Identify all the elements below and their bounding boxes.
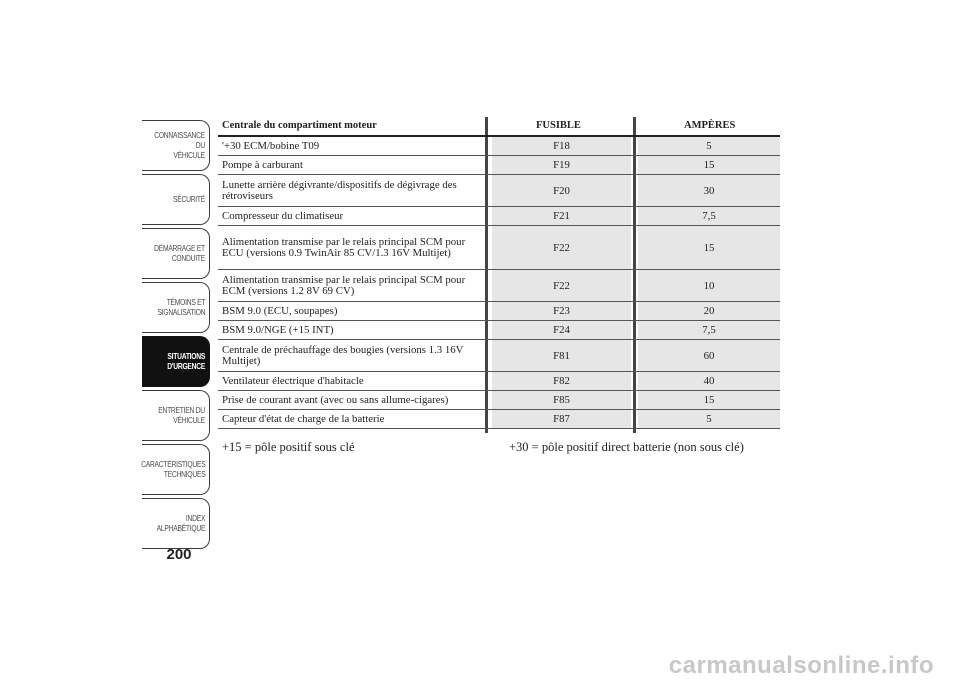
table-row (218, 156, 780, 175)
row-amperes: 20 (638, 302, 780, 320)
row-amperes: 15 (638, 226, 780, 269)
row-description: Compresseur du climatiseur (222, 209, 344, 222)
tab-entretien-du-vehicule[interactable] (142, 390, 210, 441)
header-description: Centrale du compartiment moteur (222, 120, 377, 131)
row-fuse: F82 (492, 372, 631, 390)
row-description: BSM 9.0 (ECU, soupapes) (222, 304, 338, 317)
table-row (218, 391, 780, 410)
tab-label: ENTRETIEN DU VÉHICULE (158, 405, 205, 425)
row-amperes: 60 (638, 340, 780, 371)
note-plus30: +30 = pôle positif direct batterie (non sous clé) (509, 440, 744, 454)
tab-label: DÉMARRAGE ET CONDUITE (154, 243, 205, 263)
table-header (218, 117, 780, 137)
row-description: Centrale de préchauffage des bougies (versions 1.3 16V Multijet) (222, 343, 464, 367)
table-row (218, 137, 780, 156)
row-fuse: F21 (492, 207, 631, 225)
tab-situations-d-urgence[interactable] (142, 336, 210, 387)
tab-securite[interactable] (142, 174, 210, 225)
row-amperes: 30 (638, 175, 780, 206)
row-description: Alimentation transmise par le relais principal SCM pour ECU (versions 0.9 TwinAir 85 CV/1.3 16V Multijet) (222, 235, 466, 259)
row-description: Pompe à carburant (222, 158, 303, 171)
table-row (218, 372, 780, 391)
header-amperes: AMPÈRES (684, 120, 736, 131)
fuse-table (218, 117, 780, 429)
row-description: Prise de courant avant (avec ou sans allume-cigares) (222, 393, 449, 406)
row-fuse: F22 (492, 270, 631, 301)
row-fuse: F18 (492, 137, 631, 155)
tab-label: SITUATIONS D'URGENCE (167, 351, 205, 371)
row-description: Ventilateur électrique d'habitacle (222, 374, 364, 387)
row-amperes: 5 (638, 137, 780, 155)
header-fuse: FUSIBLE (536, 120, 581, 131)
table-row (218, 175, 780, 207)
page-number: 200 (166, 546, 192, 563)
table-row (218, 340, 780, 372)
table-row (218, 302, 780, 321)
tab-demarrage-et-conduite[interactable] (142, 228, 210, 279)
tab-caracteristiques-techniques[interactable] (142, 444, 210, 495)
row-amperes: 7,5 (638, 207, 780, 225)
tab-label: INDEX ALPHABÉTIQUE (156, 513, 205, 533)
note-plus15: +15 = pôle positif sous clé (222, 440, 355, 454)
table-row (218, 410, 780, 429)
row-fuse: F85 (492, 391, 631, 409)
tab-label: TÉMOINS ET SIGNALISATION (157, 297, 205, 317)
row-fuse: F81 (492, 340, 631, 371)
row-amperes: 7,5 (638, 321, 780, 339)
table-row (218, 226, 780, 270)
row-amperes: 40 (638, 372, 780, 390)
tab-label: CONNAISSANCE DU VÉHICULE (154, 130, 205, 160)
table-row (218, 321, 780, 340)
watermark: carmanualsonline.info (668, 652, 934, 679)
row-amperes: 15 (638, 156, 780, 174)
row-description: Capteur d'état de charge de la batterie (222, 412, 385, 425)
row-amperes: 15 (638, 391, 780, 409)
tab-temoins-et-signalisation[interactable] (142, 282, 210, 333)
row-description: Lunette arrière dégivrante/dispositifs de dégivrage des rétroviseurs (222, 178, 457, 202)
row-description: Alimentation transmise par le relais principal SCM pour ECM (versions 1.2 8V 69 CV) (222, 273, 466, 297)
row-fuse: F20 (492, 175, 631, 206)
tab-label: CARACTÉRISTIQUES TECHNIQUES (140, 459, 205, 479)
row-amperes: 5 (638, 410, 780, 428)
table-row (218, 270, 780, 302)
tab-connaissance-du-vehicule[interactable] (142, 120, 210, 171)
row-description: '+30 ECM/bobine T09 (222, 139, 320, 152)
row-fuse: F19 (492, 156, 631, 174)
row-amperes: 10 (638, 270, 780, 301)
table-row (218, 207, 780, 226)
row-fuse: F23 (492, 302, 631, 320)
row-fuse: F87 (492, 410, 631, 428)
tab-label: SÉCURITÉ (173, 194, 205, 204)
row-fuse: F24 (492, 321, 631, 339)
tab-index-alphabetique[interactable] (142, 498, 210, 549)
row-fuse: F22 (492, 226, 631, 269)
row-description: BSM 9.0/NGE (+15 INT) (222, 323, 334, 336)
